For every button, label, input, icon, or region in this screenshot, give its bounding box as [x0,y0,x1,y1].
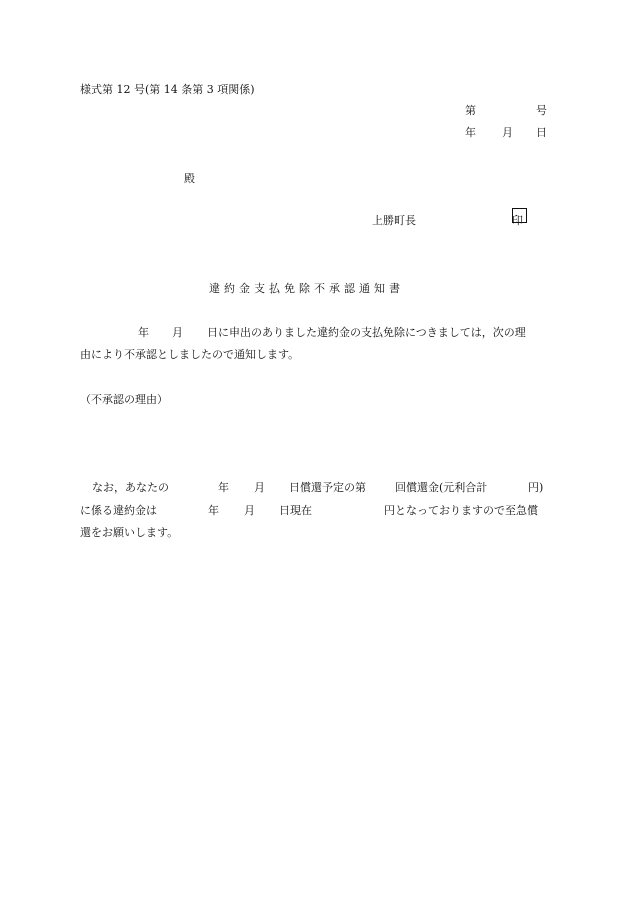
body-month: 月 [172,326,183,339]
notice-text-b: 日償還予定の第 [289,481,366,494]
reason-label: （不承認の理由） [80,393,168,406]
seal-mark: 印 [512,214,523,227]
body-line2: 由により不承認としましたので通知します。 [80,348,300,361]
issuer-name: 上勝町長 [372,214,416,227]
notice-line2-a: に係る違約金は [80,504,157,517]
notice-year: 年 [218,481,229,494]
notice-text-a: なお，あなたの [92,481,169,494]
body-year: 年 [138,326,149,339]
body-line1-text: 日に申出のありました違約金の支払免除につきましては，次の理 [207,326,526,339]
notice-line3: 還をお願いします。 [80,526,179,539]
doc-number-prefix: 第 [465,104,476,117]
notice-line2-year: 年 [208,504,219,517]
notice-line2-month: 月 [244,504,255,517]
notice-line2-c: 円となっておりますので至急償 [384,504,538,517]
doc-number-suffix: 号 [536,104,547,117]
notice-text-d: 円) [528,481,544,494]
document-title: 違約金支払免除不承認通知書 [209,282,404,295]
date-month: 月 [502,126,513,139]
addressee-honorific: 殿 [184,172,195,185]
notice-line2-b: 日現在 [279,504,312,517]
notice-month: 月 [254,481,265,494]
notice-text-c: 回償還金(元利合計 [395,481,488,494]
form-number: 様式第 12 号(第 14 条第 3 項関係) [80,83,255,96]
date-year: 年 [465,126,476,139]
date-day: 日 [536,126,547,139]
